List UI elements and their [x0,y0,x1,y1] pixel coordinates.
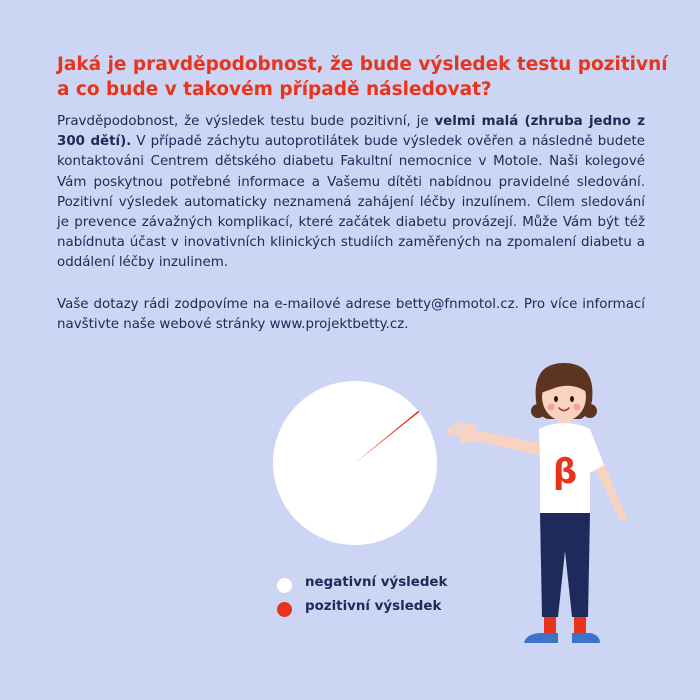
girl-pointing-arm [476,431,540,455]
probability-highlight: velmi malá (zhruba jedno z 300 dětí). [57,114,645,150]
legend-label-positive: pozitivní výsledek [305,599,442,614]
girl-left-cheek [548,404,555,411]
intro-text-rest: V případě záchytu autoprotilátek bude výsledek ověřen a následně budete kontaktováni Centrem dětského diabetu Fakultní nemocnice v Motole. Naši kolegové Vám poskytnou potřebné informace a Vašemu dítěti nabídnou pravidelné sledování. Pozitivní výsledek automaticky neznamená zahájení léčby inzulínem. Cílem sledování je prevence závažných komplikací, které začátek diabetu provázejí. Může Vám být též nabídnuta účast v inovativních klinických studiích zaměřených na zpomalení diabetu a oddálení léčby inzulinem. [57,134,645,271]
girl-left-shoe [524,633,558,643]
heading-line-1: Jaká je pravděpodobnost, že bude výsledek testu pozitivní [57,54,668,75]
shirt-beta-symbol: β [552,452,578,492]
girl-right-sock [574,617,586,633]
legend-swatch-positive [277,602,292,617]
girl-hand [447,422,480,443]
girl-trousers [540,513,590,617]
intro-text-start: Pravděpodobnost, že výsledek testu bude pozitivní, je [57,114,435,129]
heading-line-2: a co bude v takovém případě následovat? [57,79,492,100]
girl-left-eye [554,396,558,402]
girl-right-eye [570,396,574,402]
girl-other-arm [594,459,628,521]
girl-illustration [440,355,640,655]
pie-slices [273,381,437,545]
legend-label-negative: negativní výsledek [305,575,448,590]
girl-right-pigtail [583,404,597,418]
legend-swatch-negative [277,578,292,593]
girl-right-shoe [572,633,600,643]
contact-paragraph: Vaše dotazy rádi zodpovíme na e-mailové adrese betty@fnmotol.cz. Pro více informací navštivte naše webové stránky www.projektbetty.cz. [57,297,645,333]
girl-right-cheek [574,404,581,411]
girl-left-pigtail [531,404,545,418]
pie-slice-negative [273,381,437,545]
girl-left-sock [544,617,556,633]
